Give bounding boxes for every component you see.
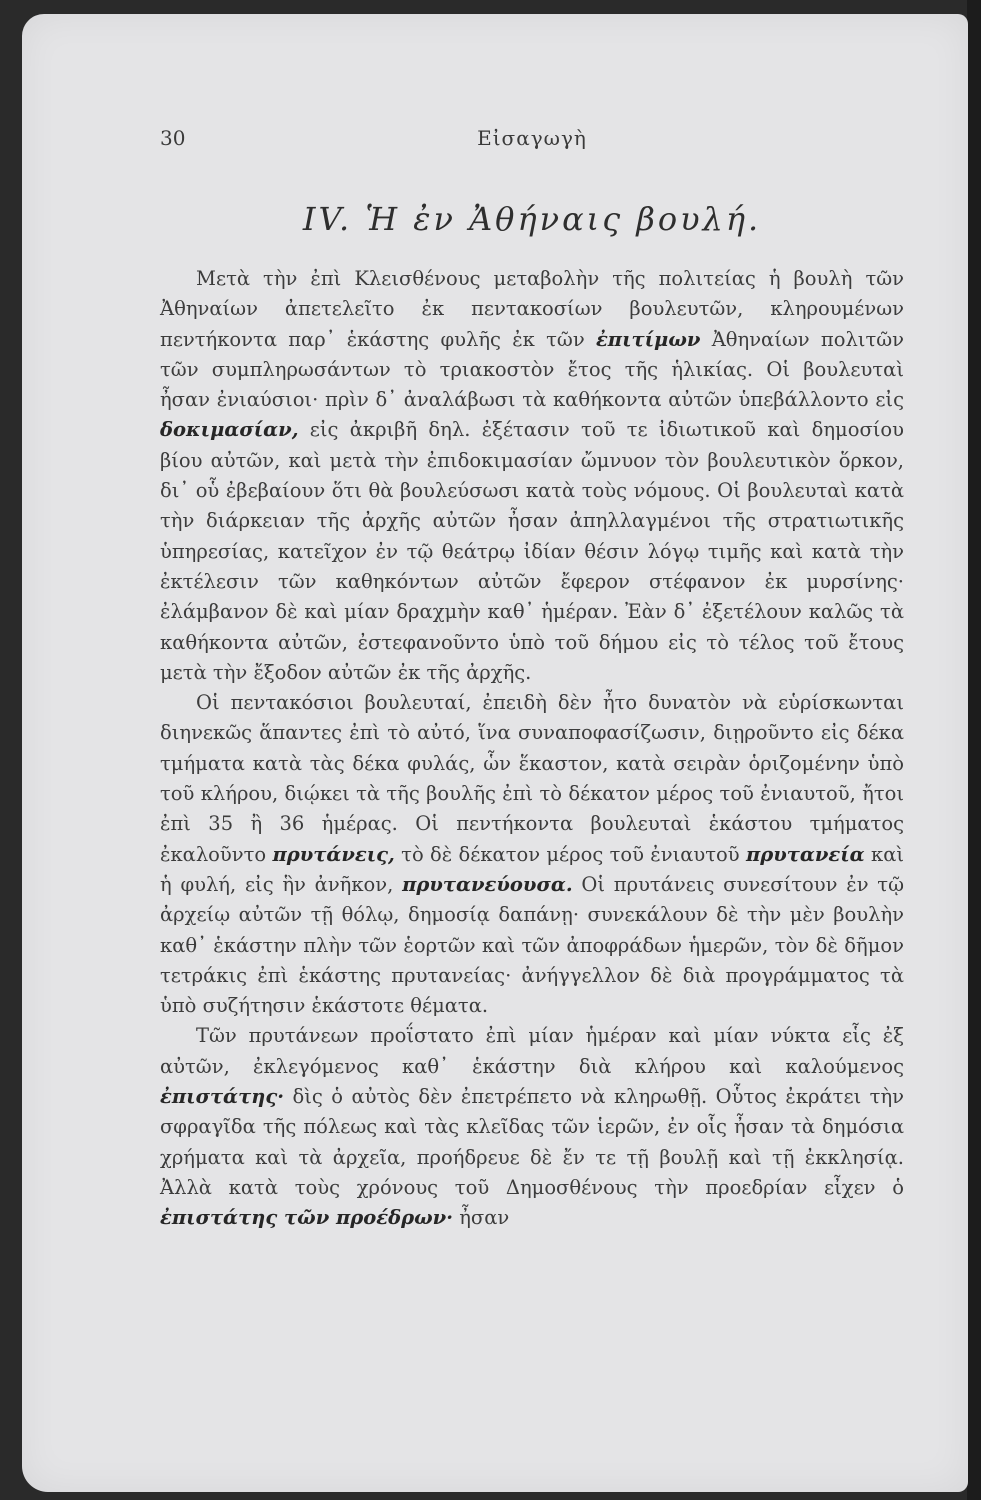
running-head: Εἰσαγωγὴ [477,126,587,150]
text-run: τὸ δὲ δέκατον μέρος τοῦ ἐνιαυτοῦ [394,842,746,866]
text-run: Τῶν πρυτάνεων προΐστατο ἐπὶ μίαν ἡμέραν καὶ μίαν νύκτα εἷς ἐξ αὐτῶν, ἐκλεγόμενος καθ᾽ ἑκάστην διὰ κλήρου καὶ καλούμενος [160,1024,904,1078]
text-run: δὶς ὁ αὐτὸς δὲν ἐπετρέπετο νὰ κληρωθῇ. Οὗτος ἐκράτει τὴν σφραγῖδα τῆς πόλεως καὶ τὰς κλεῖδας τῶν ἱερῶν, ἐν οἷς ἦσαν τὰ δημόσια χρήματα καὶ τὰ ἀρχεῖα, προήδρευε δὲ ἔν τε τῇ βουλῇ καὶ τῇ ἐκκλησίᾳ. Ἀλλὰ κατὰ τοὺς χρόνους τοῦ Δημοσθένους τὴν προεδρίαν εἶχεν ὁ [160,1085,904,1199]
text-run: Οἱ πρυτάνεις συνεσίτουν ἐν τῷ ἀρχείῳ αὐτῶν τῇ θόλῳ, δημοσίᾳ δαπάνῃ· συνεκάλουν δὲ τὴν μὲν βουλὴν καθ᾽ ἑκάστην πλὴν τῶν ἑορτῶν καὶ τῶν ἀποφράδων ἡμερῶν, τὸν δὲ δῆμον τετράκις ἐπὶ ἑκάστης πρυτανείας· ἀνήγγελλον δὲ διὰ προγράμματος τὰ ὑπὸ συζήτησιν ἑκάστοτε θέματα. [160,872,904,1018]
scan-edge [967,0,981,1500]
paragraph [160,688,904,1021]
book-page [22,14,968,1492]
text-run: εἰς ἀκριβῆ δηλ. ἐξέτασιν τοῦ τε ἰδιωτικοῦ καὶ δημοσίου βίου αὐτῶν, καὶ μετὰ τὴν ἐπιδοκιμασίαν ὤμνυον τὸν βουλευτικὸν ὅρκον, δι᾽ οὗ ἐβεβαίουν ὅτι θὰ βουλεύσωσι κατὰ τοὺς νόμους. Οἱ βουλευταὶ κατὰ τὴν διάρκειαν τῆς ἀρχῆς αὐτῶν ἦσαν ἀπηλλαγμένοι τῆς στρατιωτικῆς ὑπηρεσίας, κατεῖχον ἐν τῷ θεάτρῳ ἰδίαν θέσιν λόγῳ τιμῆς καὶ κατὰ τὴν ἐκτέλεσιν τῶν καθηκόντων αὐτῶν ἔφερον στέφανον ἐκ μυρσίνης· ἐλάμβανον δὲ καὶ μίαν δραχμὴν καθ᾽ ἡμέραν. Ἐὰν δ᾽ ἐξετέλουν καλῶς τὰ καθήκοντα αὐτῶν, ἐστεφανοῦντο ὑπὸ τοῦ δήμου εἰς τὸ τέλος τοῦ ἔτους μετὰ τὴν ἔξοδον αὐτῶν ἐκ τῆς ἀρχῆς. [160,418,904,684]
page-number: 30 [160,126,186,150]
paragraph [160,1021,904,1233]
emphasized-term: δοκιμασίαν, [160,418,299,442]
page-header [160,126,904,156]
emphasized-term: πρυτανεύουσα. [402,872,573,896]
text-run: Οἱ πεντακόσιοι βουλευταί, ἐπειδὴ δὲν ἦτο δυνατὸν νὰ εὑρίσκωνται διηνεκῶς ἅπαντες ἐπὶ τὸ αὐτό, ἵνα συναποφασίζωσιν, διῃροῦντο εἰς δέκα τμήματα κατὰ τὰς δέκα φυλάς, ὧν ἕκαστον, κατὰ σειρὰν ὁριζομένην ὑπὸ τοῦ κλήρου, διῴκει τὰ τῆς βουλῆς ἐπὶ τὸ δέκατον μέρος τοῦ ἐνιαυτοῦ, ἤτοι ἐπὶ 35 ἢ 36 ἡμέρας. Οἱ πεντήκοντα βουλευταὶ ἑκάστου τμήματος ἐκαλοῦντο [160,691,904,866]
text-run: Μετὰ τὴν ἐπὶ Κλεισθένους μεταβολὴν τῆς πολιτείας ἡ βουλὴ τῶν Ἀθηναίων ἀπετελεῖτο ἐκ πεντακοσίων βουλευτῶν, κληρουμένων πεντήκοντα παρ᾽ ἑκάστης φυλῆς ἐκ τῶν [160,267,904,351]
emphasized-term: ἐπιστάτης· [160,1085,285,1109]
body-text [160,264,904,1234]
emphasized-term: πρυτάνεις, [272,842,395,866]
emphasized-term: πρυτανεία [745,842,865,866]
text-run: καὶ ἡ φυλή, εἰς ἣν ἀνῆκον, [160,842,905,896]
text-run: Ἀθηναίων πολιτῶν τῶν συμπληρωσάντων τὸ τριακοστὸν ἔτος τῆς ἡλικίας. Οἱ βουλευταὶ ἦσαν ἐνιαύσιοι· πρὶν δ᾽ ἀναλάβωσι τὰ καθήκοντα αὐτῶν ὑπεβάλλοντο εἰς [160,327,904,412]
emphasized-term: ἐπιτίμων [595,327,701,351]
emphasized-term: ἐπιστάτης τῶν προέδρων· [160,1206,453,1230]
text-run: ἦσαν [453,1206,510,1230]
paragraph [160,264,904,688]
section-title: IV. Ἡ ἐν Ἀθήναις βουλή. [302,200,762,238]
